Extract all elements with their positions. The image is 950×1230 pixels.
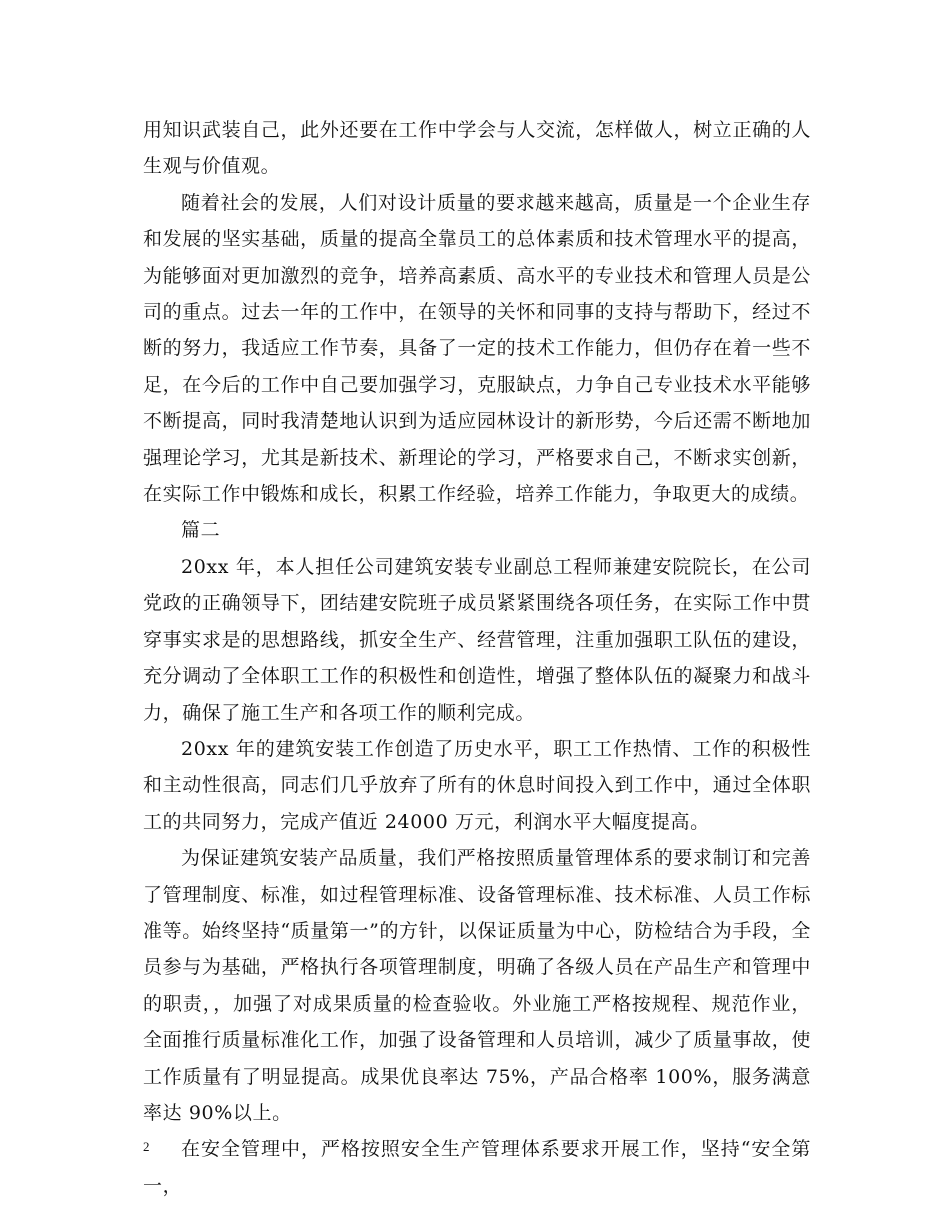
paragraph-continued-intro: 用知识武装自己，此外还要在工作中学会与人交流，怎样做人，树立正确的人生观与价值观。 [143,119,811,178]
paragraph-quality-development: 随着社会的发展，人们对设计质量的要求越来越高，质量是一个企业生存和发展的坚实基础，质量的提高全靠员工的总体素质和技术管理水平的提高，为能够面对更加激烈的竞争，培养高素质、高水平的专业技术和管理人员是公司的重点。过去一年的工作中，在领导的关怀和同事的支持与帮助下，经过不断的努力，我适应工作节奏，具备了一定的技术工作能力，但仍存在着一些不足，在今后的工作中自己要加强学习，克服缺点，力争自己专业技术水平能够不断提高，同时我清楚地认识到为适应园林设计的新形势，今后还需不断地加强理论学习，尤其是新技术、新理论的学习，严格要求自己，不断求实创新，在实际工作中锻炼和成长，积累工作经验，培养工作能力，争取更大的成绩。 [143,191,811,506]
page-number: 2 [143,1139,150,1154]
paragraph-annual-results: 20xx 年的建筑安装工作创造了历史水平，职工工作热情、工作的积极性和主动性很高，同志们几乎放弃了所有的休息时间投入到工作中，通过全体职工的共同努力，完成产值近 24000 万元，利润水平大幅度提高。 [143,737,811,833]
paragraph-safety-management: 在安全管理中，严格按照安全生产管理体系要求开展工作，坚持“安全第一， [143,1138,811,1197]
paragraph-quality-management: 为保证建筑安装产品质量，我们严格按照质量管理体系的要求制订和完善了管理制度、标准，如过程管理标准、设备管理标准、技术标准、人员工作标准等。始终坚持“质量第一”的方针，以保证质量为中心，防检结合为手段，全员参与为基础，严格执行各项管理制度，明确了各级人员在产品生产和管理中的职责，，加强了对成果质量的检查验收。外业施工严格按规程、规范作业，全面推行质量标准化工作，加强了设备管理和人员培训，减少了质量事故，使工作质量有了明显提高。成果优良率达 75%，产品合格率 100%，服务满意率达 90%以上。 [143,847,811,1124]
section-heading-part-two: 篇二 [181,519,221,542]
document-body [143,112,811,1204]
paragraph-role-summary: 20xx 年，本人担任公司建筑安装专业副总工程师兼建安院院长，在公司党政的正确领导下，团结建安院班子成员紧紧围绕各项任务，在实际工作中贯穿事实求是的思想路线，抓安全生产、经营管理，注重加强职工队伍的建设，充分调动了全体职工工作的积极性和创造性，增强了整体队伍的凝聚力和战斗力，确保了施工生产和各项工作的顺利完成。 [143,555,811,724]
